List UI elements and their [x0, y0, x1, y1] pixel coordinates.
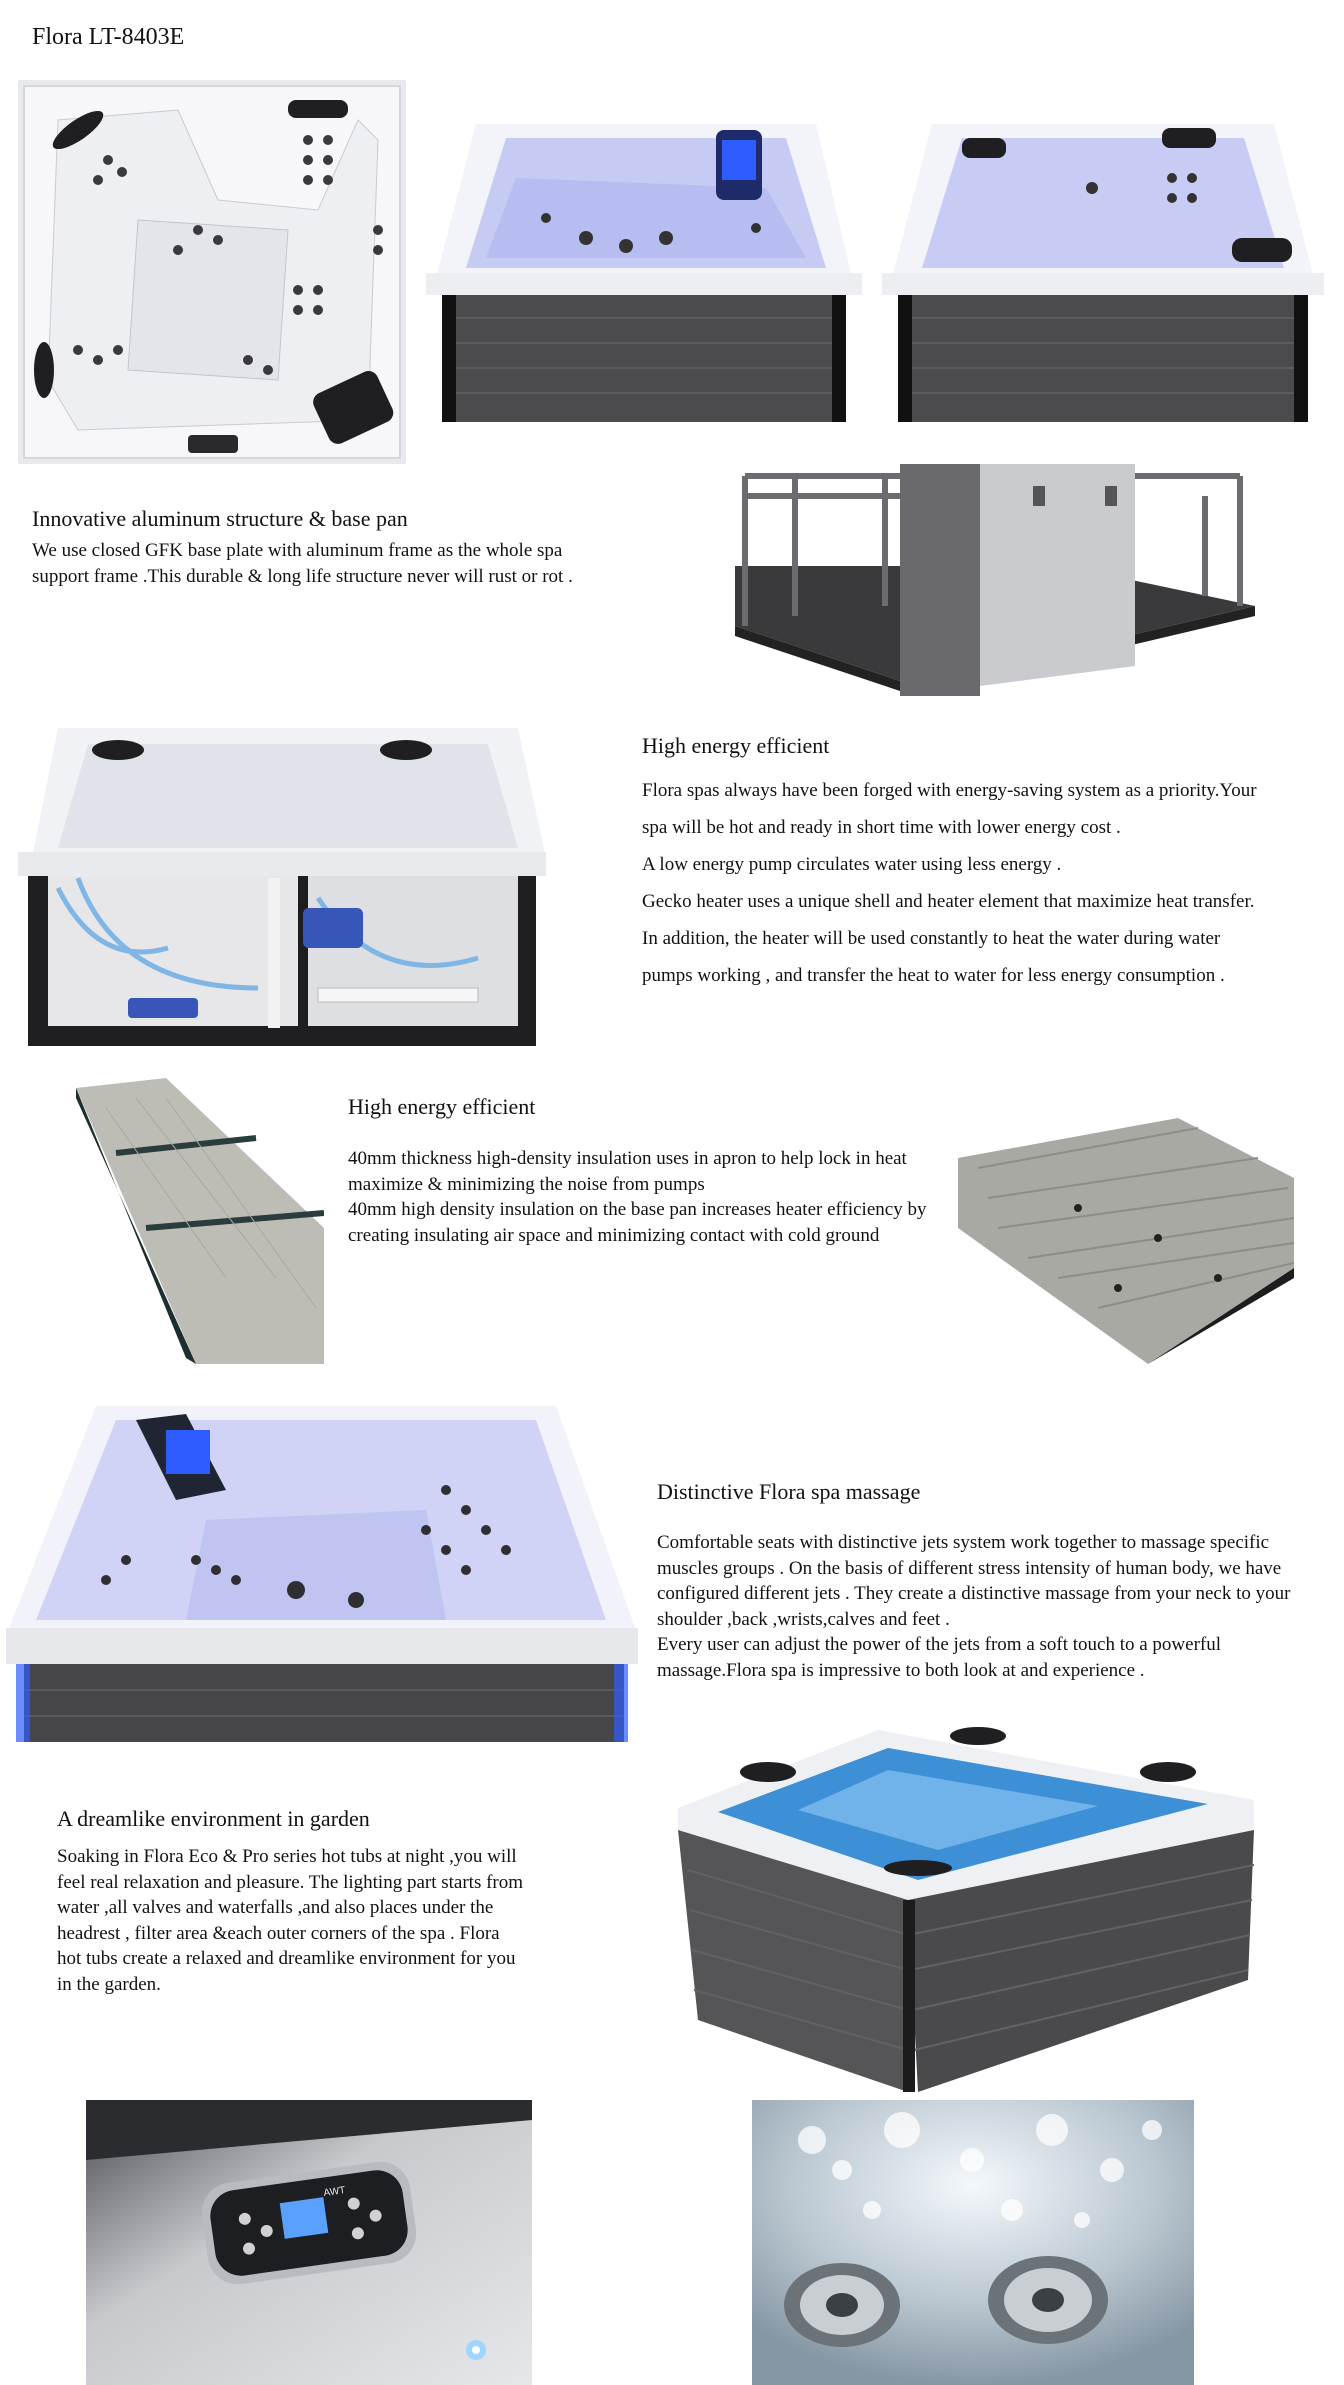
spa-lit-view-right-image — [882, 118, 1324, 426]
base-pan-insulation-image — [958, 1118, 1294, 1364]
structure-text: We use closed GFK base plate with aluminum frame as the whole spa support frame .This durable & long life structure never will rust or rot . — [32, 540, 573, 587]
insulation-heading: High energy efficient — [348, 1094, 536, 1119]
energy-paragraph-1: Flora spas always have been forged with energy-saving system as a priority.Your spa will be hot and ready in short time with lower energy cost . — [642, 780, 1257, 838]
page-title: Flora LT-8403E — [32, 24, 185, 50]
control-panel-image — [86, 2100, 532, 2385]
insulation-paragraph-1: 40mm thickness high-density insulation uses in apron to help lock in heat maximize & minimizing the noise from pumps — [348, 1148, 907, 1195]
spa-with-water-image — [678, 1720, 1254, 2092]
massage-text — [657, 1530, 1307, 1683]
massage-paragraph-2: Every user can adjust the power of the jets from a soft touch to a powerful massage.Flora spa is impressive to both look at and experience . — [657, 1634, 1222, 1681]
environment-heading: A dreamlike environment in garden — [57, 1806, 370, 1831]
energy-paragraph-3: Gecko heater uses a unique shell and heater element that maximize heat transfer. In addition, the heater will be used constantly to heat the water during water pumps working , and transfer the heat to water for less energy consumption . — [642, 891, 1255, 986]
energy-paragraph-2: A low energy pump circulates water using less energy . — [642, 854, 1062, 875]
spa-internal-equipment-image — [18, 728, 546, 1048]
massage-paragraph-1: Comfortable seats with distinctive jets system work together to massage specific muscles groups . On the basis of different stress intensity of human body, we have configured different jets . They create a distinctive massage from your neck to your shoulder ,back ,wrists,calves and feet . — [657, 1532, 1291, 1630]
insulation-text — [348, 1146, 936, 1248]
aluminum-frame-image — [735, 456, 1255, 720]
environment-text: Soaking in Flora Eco & Pro series hot tubs at night ,you will feel real relaxation and pleasure. The lighting part starts from water ,all valves and waterfalls ,and also places under the headrest , filter area &each outer corners of the spa . Flora hot tubs create a relaxed and dreamlike environment for you in the garden. — [57, 1846, 524, 1995]
insulation-paragraph-2: 40mm high density insulation on the base pan increases heater efficiency by creating insulating air space and minimizing contact with cold ground — [348, 1199, 927, 1246]
control-panel-brand-label: AWT — [322, 2185, 347, 2199]
energy-heading: High energy efficient — [642, 733, 830, 758]
spa-lit-view-left-image — [426, 118, 862, 426]
spa-massage-jets-image — [6, 1400, 638, 1744]
insulation-panel-image — [76, 1078, 324, 1364]
structure-heading: Innovative aluminum structure & base pan — [32, 506, 408, 531]
water-jets-closeup-image — [752, 2100, 1194, 2385]
massage-heading: Distinctive Flora spa massage — [657, 1479, 921, 1504]
spa-top-view-image — [18, 80, 406, 464]
energy-text — [642, 772, 1257, 994]
